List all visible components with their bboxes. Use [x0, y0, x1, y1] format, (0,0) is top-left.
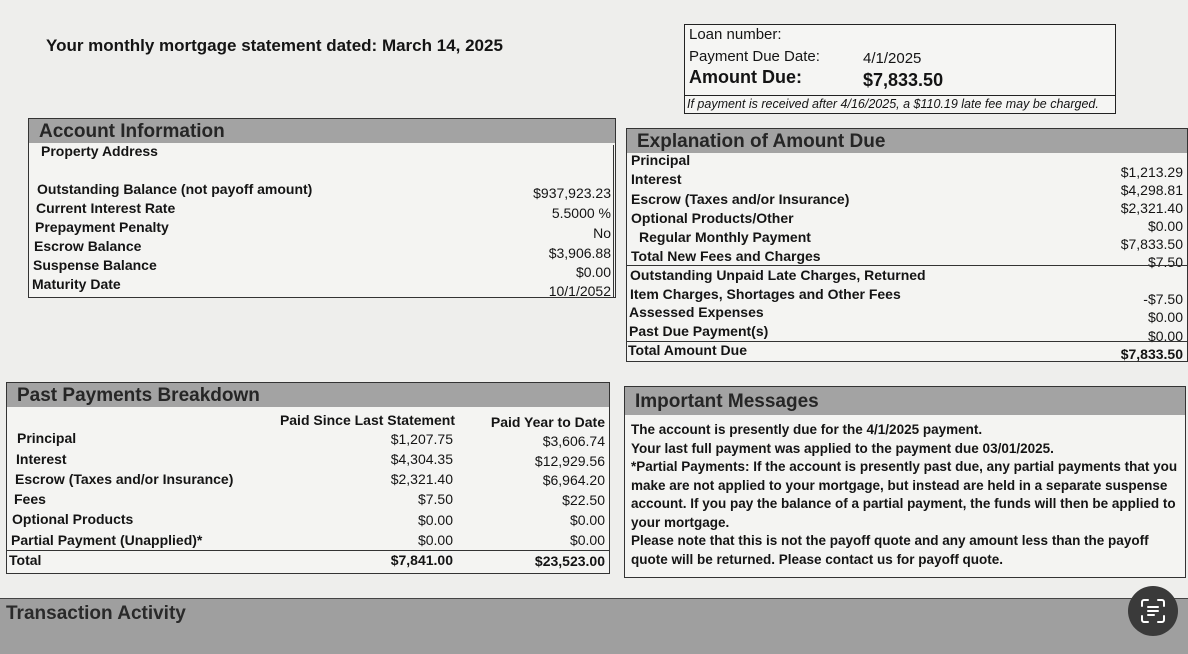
past-payment-since-value: $4,304.35 — [390, 451, 453, 467]
property-address-label: Property Address — [41, 143, 158, 159]
past-payment-label: Fees — [14, 491, 46, 507]
important-messages-panel — [624, 386, 1186, 578]
explanation-separator — [627, 265, 1187, 266]
due-date-value: 4/1/2025 — [863, 50, 922, 67]
explanation-row-value: $0.00 — [1147, 218, 1183, 234]
account-row-label: Escrow Balance — [34, 238, 142, 254]
paid-year-to-date-header: Paid Year to Date — [490, 414, 605, 430]
past-payment-label: Optional Products — [12, 511, 134, 527]
explanation-row-value: $0.00 — [1147, 328, 1183, 344]
past-payment-ytd-value: $6,964.20 — [542, 472, 605, 488]
explanation-row-value: -$7.50 — [1143, 291, 1183, 307]
text-scan-button[interactable] — [1128, 586, 1178, 636]
past-payment-since-value: $2,321.40 — [390, 471, 453, 487]
past-payments-title: Past Payments Breakdown — [7, 383, 609, 407]
past-payment-ytd-value: $22.50 — [562, 492, 605, 508]
past-payments-panel — [6, 382, 610, 574]
past-payment-since-value: $0.00 — [417, 512, 453, 528]
explanation-row-label: Interest — [631, 171, 682, 187]
account-row-label: Current Interest Rate — [36, 200, 176, 216]
account-row-value: 5.5000 % — [551, 205, 611, 221]
transaction-activity-header — [0, 598, 1188, 654]
explanation-row-label: Principal — [631, 152, 691, 168]
account-column-divider — [613, 145, 614, 297]
message-line: The account is presently due for the 4/1/2025 payment. — [631, 422, 983, 437]
explanation-row-label: Outstanding Unpaid Late Charges, Returned — [630, 267, 926, 283]
message-line: Please note that this is not the payoff quote and any amount less than the payoff quote will be returned. Please contact us for payoff quote. — [631, 533, 1149, 567]
explanation-row-value: $1,213.29 — [1120, 164, 1183, 180]
explanation-row-value: $0.00 — [1147, 309, 1183, 325]
past-payment-since-value: $1,207.75 — [390, 431, 453, 447]
account-row-value: $937,923.23 — [533, 185, 611, 201]
explanation-row-label: Assessed Expenses — [629, 304, 764, 320]
explanation-row-value: $7.50 — [1147, 254, 1183, 270]
loan-summary-box — [684, 24, 1116, 114]
total-amount-due-value: $7,833.50 — [1120, 346, 1183, 362]
account-row-label: Outstanding Balance (not payoff amount) — [37, 181, 313, 197]
explanation-row-label: Optional Products/Other — [631, 210, 794, 226]
explanation-row-value: $4,298.81 — [1120, 182, 1183, 198]
paid-since-last-statement-header: Paid Since Last Statement — [279, 412, 455, 428]
amount-due-label: Amount Due: — [689, 67, 802, 87]
past-payment-ytd-value: $3,606.74 — [542, 433, 605, 449]
total-amount-due-label: Total Amount Due — [628, 342, 747, 358]
explanation-row-value: $7,833.50 — [1120, 236, 1183, 252]
account-row-label: Maturity Date — [32, 276, 121, 292]
explanation-row-value: $2,321.40 — [1120, 200, 1183, 216]
late-fee-note: If payment is received after 4/16/2025, a $110.19 late fee may be charged. — [687, 97, 1099, 111]
past-payment-label: Principal — [17, 430, 77, 446]
account-information-title: Account Information — [29, 119, 615, 143]
explanation-row-label: Regular Monthly Payment — [639, 229, 811, 245]
past-payment-total-ytd: $23,523.00 — [534, 553, 605, 569]
past-payments-total-separator — [7, 550, 609, 551]
due-date-label: Payment Due Date: — [689, 48, 820, 65]
explanation-row-label: Total New Fees and Charges — [631, 248, 821, 264]
account-row-label: Prepayment Penalty — [35, 219, 169, 235]
text-scan-icon — [1139, 597, 1167, 625]
explanation-title: Explanation of Amount Due — [627, 129, 1187, 153]
amount-due-value: $7,833.50 — [863, 70, 944, 90]
explanation-row-label: Past Due Payment(s) — [629, 323, 769, 339]
account-row-value: $3,906.88 — [548, 245, 611, 261]
account-row-value: $0.00 — [575, 264, 611, 280]
transaction-activity-title: Transaction Activity — [6, 603, 186, 624]
past-payment-ytd-value: $0.00 — [569, 532, 605, 548]
account-row-label: Suspense Balance — [33, 257, 157, 273]
explanation-row-label: Escrow (Taxes and/or Insurance) — [631, 191, 850, 207]
loan-number-label: Loan number: — [689, 26, 782, 43]
message-line: *Partial Payments: If the account is presently past due, any partial payments that you make are not applied to your mortgage, but instead are held in a separate suspense account. If you pay the balance of a partial payment, the funds will then be applied to your mortgage. — [631, 459, 1178, 530]
account-row-value: 10/1/2052 — [548, 283, 611, 299]
past-payment-total-label: Total — [9, 552, 42, 568]
past-payment-ytd-value: $0.00 — [569, 512, 605, 528]
message-line: Your last full payment was applied to the payment due 03/01/2025. — [631, 440, 1054, 456]
past-payment-total-since: $7,841.00 — [390, 552, 453, 568]
past-payment-label: Interest — [16, 451, 67, 467]
past-payment-label: Escrow (Taxes and/or Insurance) — [15, 471, 234, 487]
account-information-panel — [28, 118, 616, 298]
explanation-row-label: Item Charges, Shortages and Other Fees — [630, 286, 901, 302]
past-payment-since-value: $0.00 — [417, 532, 453, 548]
past-payment-label: Partial Payment (Unapplied)* — [11, 532, 203, 548]
explanation-of-amount-due-panel — [626, 128, 1188, 362]
loan-box-divider — [685, 95, 1115, 96]
past-payment-since-value: $7.50 — [417, 491, 453, 507]
account-row-value: No — [593, 225, 611, 241]
past-payment-ytd-value: $12,929.56 — [534, 453, 605, 469]
important-messages-title: Important Messages — [625, 387, 1185, 415]
statement-title: Your monthly mortgage statement dated: March 14, 2025 — [46, 36, 503, 55]
